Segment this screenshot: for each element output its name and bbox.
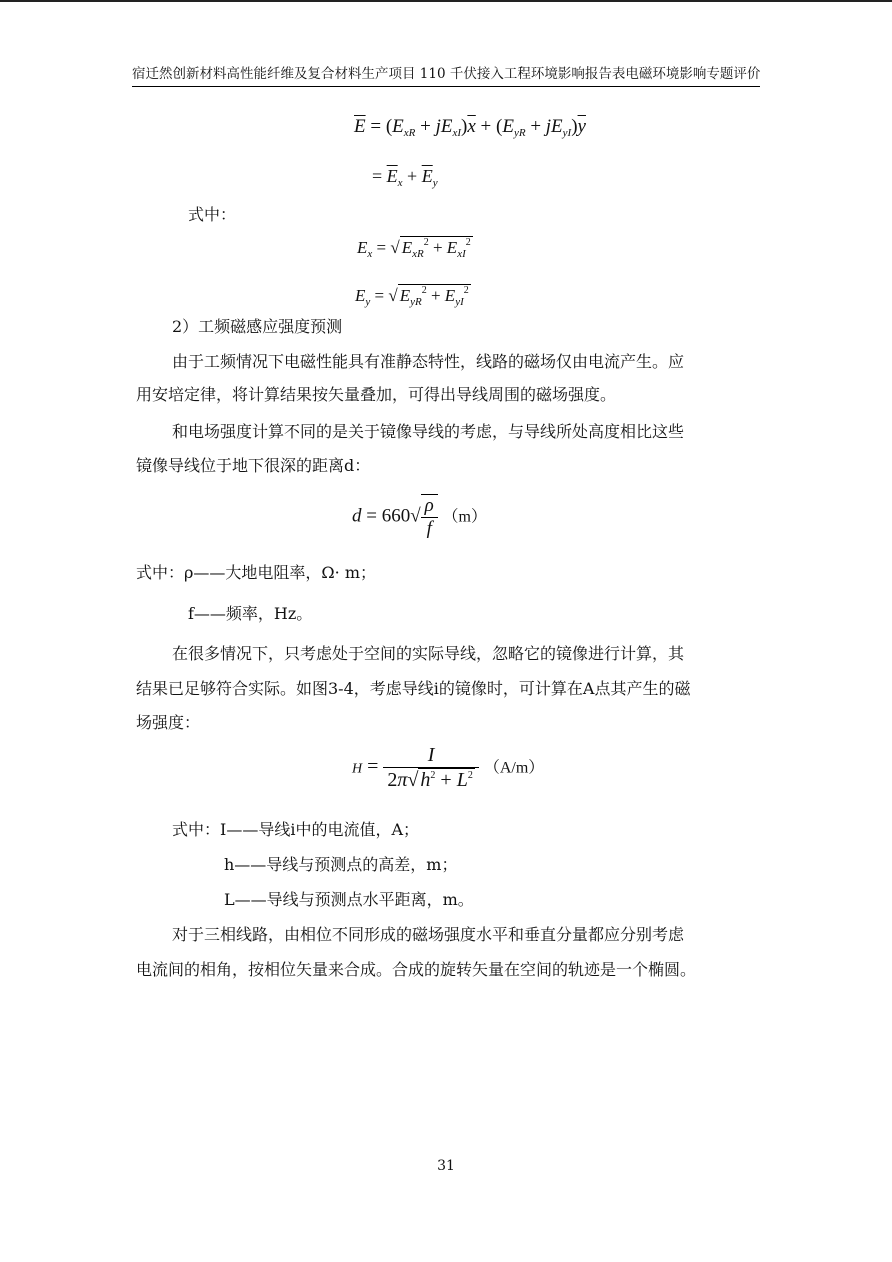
f-definition: f——频率，Hz。 xyxy=(188,604,313,623)
running-header: 宿迁然创新材料高性能纤维及复合材料生产项目 110 千伏接入工程环境影响报告表电磁环境影响专题评价 xyxy=(132,62,760,87)
paragraph-line: 场强度： xyxy=(136,713,201,732)
page-number: 31 xyxy=(437,1158,455,1174)
paragraph-line: 电流间的相角，按相位矢量来合成。合成的旋转矢量在空间的轨迹是一个椭圆。 xyxy=(136,960,697,979)
equation-e-vector: $\overline{E} = (E_{xR} + jE_{xI})\overline{x} + (E_{yR} + jE_{yI})\overline{y}$ xyxy=(354,116,586,139)
d-unit: （m） xyxy=(442,508,487,526)
paragraph-line: 镜像导线位于地下很深的距离d： xyxy=(136,456,371,475)
paragraph-line: 对于三相线路，由相位不同形成的磁场强度水平和垂直分量都应分别考虑 xyxy=(172,925,685,944)
paragraph-line: 和电场强度计算不同的是关于镜像导线的考虑，与导线所处高度相比这些 xyxy=(172,422,685,441)
paragraph-line: 结果已足够符合实际。如图3-4，考虑导线i的镜像时，可计算在A点其产生的磁 xyxy=(136,679,691,698)
paragraph-line: 在很多情况下，只考虑处于空间的实际导线，忽略它的镜像进行计算，其 xyxy=(172,644,685,663)
page-top-border xyxy=(0,0,892,2)
h-definition: h——导线与预测点的高差，m； xyxy=(224,855,458,874)
equation-h: H = $\frac{I}{2\pi√ h^2 + L^2}$ （A/m） xyxy=(352,744,545,791)
paragraph-line: 用安培定律，将计算结果按矢量叠加，可得出导线周围的磁场强度。 xyxy=(136,385,617,404)
L-definition: L——导线与预测点水平距离，m。 xyxy=(224,890,474,909)
equation-ey: $E_y$ = √ $E_{yR}^2 + E_{yI}^2$ xyxy=(355,285,469,308)
I-definition: 式中：I——导线i中的电流值，A； xyxy=(172,820,419,839)
section-title: 2）工频磁感应强度预测 xyxy=(172,317,343,336)
where-label: 式中： xyxy=(188,205,237,224)
h-unit: （A/m） xyxy=(483,759,545,777)
equation-e-sum: = $\overline{E}_x + \overline{E}_y$ xyxy=(372,166,438,189)
paragraph-line: 由于工频情况下电磁性能具有准静态特性，线路的磁场仅由电流产生。应 xyxy=(172,352,685,371)
equation-d: d = 660√ $\frac{\rho}{f}$ （m） xyxy=(352,495,487,539)
equation-ex: $E_x$ = √ $E_{xR}^2 + E_{xI}^2$ xyxy=(357,237,471,260)
rho-definition: 式中：ρ——大地电阻率，Ω· m； xyxy=(136,563,377,582)
